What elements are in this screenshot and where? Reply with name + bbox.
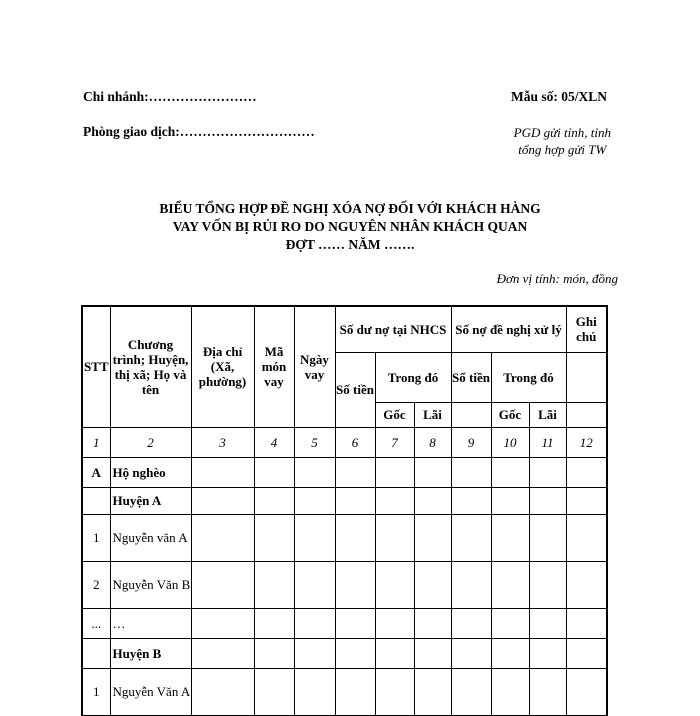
- cell: [254, 457, 294, 487]
- cell: [414, 668, 451, 715]
- cell: [191, 514, 254, 561]
- column-number-row: [82, 427, 607, 457]
- cell: [375, 514, 414, 561]
- send-note-line2: tổng hợp gửi TW: [518, 142, 607, 157]
- cell: [414, 638, 451, 668]
- cell: [529, 608, 566, 638]
- col-number: 4: [254, 427, 294, 457]
- header-program: Chương trình; Huyện, thị xã; Họ và tên: [110, 306, 191, 427]
- col-number: 1: [82, 427, 110, 457]
- header-outstanding-amount: Số tiền: [335, 352, 375, 427]
- cell: [335, 608, 375, 638]
- cell: [335, 457, 375, 487]
- table-row: [82, 561, 607, 608]
- cell: [491, 608, 529, 638]
- cell: [451, 668, 491, 715]
- cell: [191, 457, 254, 487]
- cell: [491, 668, 529, 715]
- cell: [335, 561, 375, 608]
- cell: [375, 668, 414, 715]
- header-note-blank-2: [566, 402, 607, 427]
- cell: [529, 514, 566, 561]
- col-number: 11: [529, 427, 566, 457]
- cell: [529, 668, 566, 715]
- table-row: [82, 514, 607, 561]
- cell: [414, 457, 451, 487]
- cell: [414, 514, 451, 561]
- cell: [254, 668, 294, 715]
- cell: [491, 514, 529, 561]
- col-number: 9: [451, 427, 491, 457]
- header-note-blank: [566, 352, 607, 402]
- row-stt: 1: [82, 668, 110, 715]
- cell: [294, 457, 335, 487]
- row-stt: 2: [82, 561, 110, 608]
- cell: [375, 561, 414, 608]
- title-line2: VAY VỐN BỊ RỦI RO DO NGUYÊN NHÂN KHÁCH QUAN: [172, 219, 528, 234]
- title-line1: BIỂU TỔNG HỢP ĐỀ NGHỊ XÓA NỢ ĐỐI VỚI KHÁCH HÀNG: [159, 201, 541, 216]
- cell: [294, 668, 335, 715]
- cell: [566, 561, 607, 608]
- cell: [375, 457, 414, 487]
- cell: [566, 638, 607, 668]
- cell: [491, 638, 529, 668]
- row-stt: ...: [82, 608, 110, 638]
- header-proposed-group: Số nợ đề nghị xử lý: [451, 306, 566, 352]
- cell: [335, 668, 375, 715]
- header-proposed-interest: Lãi: [529, 402, 566, 427]
- col-number: 5: [294, 427, 335, 457]
- row-stt: [82, 638, 110, 668]
- col-number: 12: [566, 427, 607, 457]
- table-row: [82, 608, 607, 638]
- cell: [191, 561, 254, 608]
- cell: [375, 487, 414, 514]
- cell: [335, 638, 375, 668]
- table-row: [82, 668, 607, 715]
- cell: [294, 561, 335, 608]
- table-row: [82, 638, 607, 668]
- cell: [191, 608, 254, 638]
- cell: [566, 487, 607, 514]
- cell: [414, 561, 451, 608]
- row-name: Huyện B: [110, 638, 191, 668]
- cell: [529, 457, 566, 487]
- header-outstanding-of-which: Trong đó: [375, 352, 451, 402]
- document-title: [0, 200, 700, 254]
- header-proposed-principal: Gốc: [491, 402, 529, 427]
- header-proposed-amount: Số tiền: [451, 352, 491, 402]
- cell: [451, 638, 491, 668]
- header-outstanding-interest: Lãi: [414, 402, 451, 427]
- col-number: 2: [110, 427, 191, 457]
- header-proposed-amount-blank: [451, 402, 491, 427]
- cell: [566, 514, 607, 561]
- cell: [491, 457, 529, 487]
- cell: [294, 514, 335, 561]
- cell: [451, 457, 491, 487]
- cell: [335, 514, 375, 561]
- cell: [491, 561, 529, 608]
- branch-field: Chi nhánh:……………………: [83, 89, 257, 104]
- cell: [294, 487, 335, 514]
- form-number: Mẫu số: 05/XLN: [510, 89, 607, 104]
- title-line3: ĐỢT …… NĂM …….: [285, 237, 415, 252]
- cell: [451, 487, 491, 514]
- header-outstanding-principal: Gốc: [375, 402, 414, 427]
- row-name: Nguyễn văn A: [110, 514, 191, 561]
- cell: [254, 514, 294, 561]
- cell: [254, 487, 294, 514]
- cell: [191, 638, 254, 668]
- cell: [294, 608, 335, 638]
- header-outstanding-group: Số dư nợ tại NHCS: [335, 306, 451, 352]
- header-loan-date: Ngày vay: [294, 306, 335, 427]
- col-number: 6: [335, 427, 375, 457]
- header-note: Ghi chú: [566, 306, 607, 352]
- table-row: [82, 457, 607, 487]
- row-name: Nguyễn Văn A: [110, 668, 191, 715]
- cell: [294, 638, 335, 668]
- row-name: Hộ nghèo: [110, 457, 191, 487]
- header-loan-code: Mã món vay: [254, 306, 294, 427]
- cell: [451, 514, 491, 561]
- cell: [191, 487, 254, 514]
- office-field: Phòng giao dịch:…………………………: [83, 124, 315, 139]
- send-note-line1: PGD gửi tỉnh, tỉnh: [513, 125, 611, 140]
- row-name: …: [110, 608, 191, 638]
- table-row: [82, 487, 607, 514]
- cell: [254, 561, 294, 608]
- cell: [254, 638, 294, 668]
- cell: [375, 608, 414, 638]
- cell: [566, 608, 607, 638]
- cell: [529, 561, 566, 608]
- header-proposed-of-which: Trong đó: [491, 352, 566, 402]
- header-address: Địa chỉ (Xã, phường): [191, 306, 254, 427]
- row-name: Nguyễn Văn B: [110, 561, 191, 608]
- send-note: [514, 124, 611, 158]
- row-stt: 1: [82, 514, 110, 561]
- col-number: 7: [375, 427, 414, 457]
- row-stt: [82, 487, 110, 514]
- cell: [451, 608, 491, 638]
- col-number: 8: [414, 427, 451, 457]
- cell: [451, 561, 491, 608]
- row-name: Huyện A: [110, 487, 191, 514]
- cell: [375, 638, 414, 668]
- cell: [335, 487, 375, 514]
- col-number: 10: [491, 427, 529, 457]
- cell: [566, 457, 607, 487]
- cell: [191, 668, 254, 715]
- row-stt: A: [82, 457, 110, 487]
- col-number: 3: [191, 427, 254, 457]
- header-stt: STT: [82, 306, 110, 427]
- cell: [566, 668, 607, 715]
- summary-table: [81, 305, 608, 716]
- unit-label: Đơn vị tính: món, đồng: [496, 271, 618, 286]
- cell: [254, 608, 294, 638]
- cell: [529, 638, 566, 668]
- cell: [491, 487, 529, 514]
- summary-table-wrap: [81, 305, 608, 716]
- cell: [529, 487, 566, 514]
- cell: [414, 608, 451, 638]
- cell: [414, 487, 451, 514]
